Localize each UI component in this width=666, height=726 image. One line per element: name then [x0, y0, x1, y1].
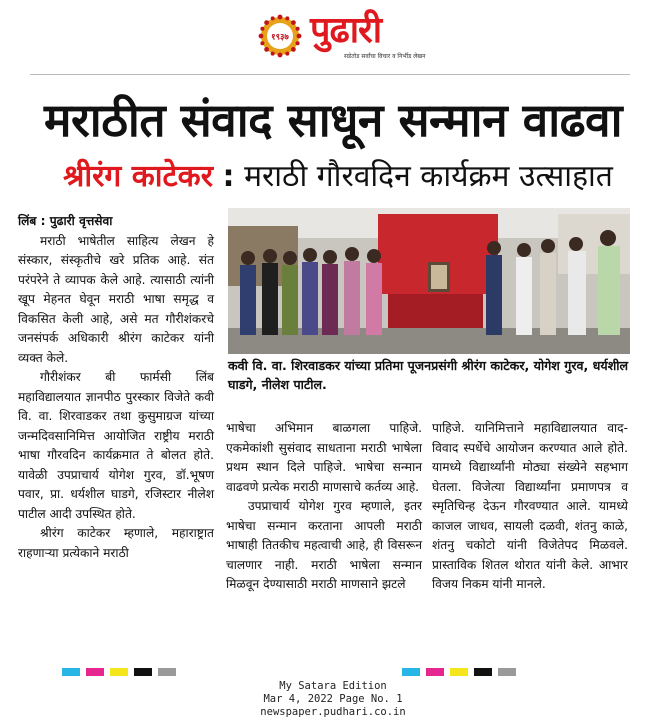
top-divider [30, 74, 630, 75]
event-photo [228, 208, 630, 354]
photo-caption: कवी वि. वा. शिरवाडकर यांच्या प्रतिमा पूजनप्रसंगी श्रीरंग काटेकर, योगेश गुरव, धर्यशील घाडगे, नीलेश पाटील. [228, 358, 629, 392]
color-swatch [134, 668, 152, 676]
subhead-name: श्रीरंग काटेकर [63, 159, 213, 194]
article-column-2 [226, 419, 422, 595]
edition-name: My Satara Edition [279, 680, 387, 692]
color-swatch [450, 668, 468, 676]
logo-tagline: सडेतोड सर्वांचा विचार व निर्भीड लेखन [344, 53, 426, 60]
emblem-year: १९३७ [271, 32, 289, 43]
registration-color-bar [402, 668, 516, 676]
newspaper-logo: पुढारी [310, 10, 382, 51]
pudhari-emblem-icon [258, 14, 302, 58]
subhead-text: मराठी गौरवदिन कार्यक्रम उत्साहात [244, 159, 613, 194]
masthead [0, 8, 666, 64]
edition-date-page: Mar 4, 2022 Page No. 1 [263, 693, 403, 705]
color-swatch [498, 668, 516, 676]
subheadline [18, 157, 658, 197]
registration-color-bar [62, 668, 176, 676]
color-swatch [62, 668, 80, 676]
color-swatch [474, 668, 492, 676]
article-paragraph: भाषेचा अभिमान बाळगला पाहिजे. एकमेकांशी सुसंवाद साधताना मराठी भाषेला प्रथम स्थान दिले पाहिजे. भाषेचा सन्मान वाढवणे प्रत्येक मराठी माणसाचे कर्तव्य आहे. [226, 421, 422, 494]
subhead-separator: : [222, 159, 235, 194]
article-paragraph: गौरीशंकर बी फार्मसी लिंब महाविद्यालयात ज्ञानपीठ पुरस्कार विजेते कवी वि. वा. शिरवाडकर तथा कुसुमाग्रज यांच्या जन्मदिवसानिमित्त आयोजित राष्ट्रीय मराठी भाषा गौरवदिन कार्यक्रमात ते बोलत होते. यावेळी उपप्राचार्य योगेश गुरव, डॉ.भूषण पवार, प्रा. धर्यशील घाडगे, रजिस्टार नीलेश पाटील आदी उपस्थित होते. [18, 370, 214, 521]
color-swatch [110, 668, 128, 676]
edition-url[interactable]: newspaper.pudhari.co.in [260, 706, 406, 718]
article-paragraph: मराठी भाषेतील साहित्य लेखन हे संस्कार, संस्कृतीचे खरे प्रतिक आहे. संत परंपरेने ते व्यापक केले आहे. त्यासाठी त्यांनी खूप मेहनत घेवून मराठी भाषा समृद्ध व विकसित केली आहे, असे मत गौरीशंकरचे जनसंपर्क अधिकारी श्रीरंग काटेकर यांनी व्यक्त केले. [18, 233, 214, 365]
article-paragraph: पाहिजे. यानिमित्ताने महाविद्यालयात वाद-विवाद स्पर्धेचे आयोजन करण्यात आले होते. यामध्ये विद्यार्थ्यांनी मोठ्या संख्येने सहभाग घेतला. विजेत्या विद्यार्थ्यांना प्रमाणपत्र व स्मृतिचिन्ह देऊन गौरवण्यात आले. यामध्ये काजल जाधव, सायली दळवी, शंतनु काळे, शंतनु चकोटो यांनी विजेतेपद मिळवले. प्रास्ताविक शितल थोरात यांनी केले. आभार विजय निकम यांनी मानले. [432, 421, 628, 591]
color-swatch [426, 668, 444, 676]
headline: मराठीत संवाद साधून सन्मान वाढवा [43, 93, 623, 147]
article-column-3 [432, 419, 628, 595]
edition-footer [0, 680, 666, 719]
article-paragraph: उपप्राचार्य योगेश गुरव म्हणाले, इतर भाषेचा सन्मान करताना आपली मराठी भाषाही तितकीच महत्वाची आहे, ही विसरून चालणार नाही. मराठी भाषेला सन्मान मिळवून देण्यासाठी मराठी माणसाने झटले [226, 499, 422, 591]
color-swatch [86, 668, 104, 676]
article-paragraph: श्रीरंग काटेकर म्हणाले, महाराष्ट्रात राहणाऱ्या प्रत्येकाने मराठी [18, 526, 214, 560]
color-swatch [158, 668, 176, 676]
color-swatch [402, 668, 420, 676]
byline: लिंब : पुढारी वृत्तसेवा [18, 214, 113, 228]
article-column-1 [18, 212, 214, 563]
